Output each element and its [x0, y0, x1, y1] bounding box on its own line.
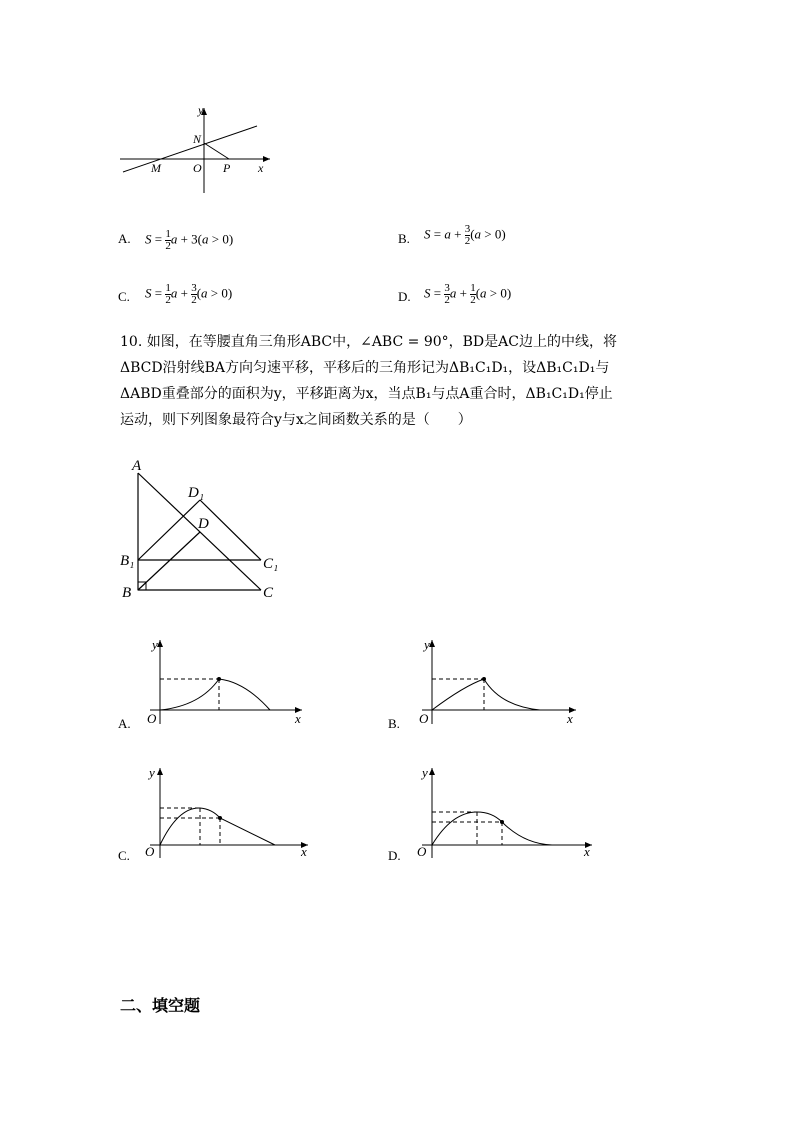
curve	[432, 679, 540, 710]
label-a: A	[132, 458, 142, 474]
option-label: A.	[118, 231, 131, 246]
label-o: O	[145, 844, 155, 859]
median-bd	[138, 532, 200, 590]
q10-line-3: ΔABD重叠部分的面积为y，平移距离为x，当点B₁与点A重合时，ΔB₁C₁D₁停止	[120, 386, 613, 402]
label-n: N	[193, 132, 202, 146]
label-m: M	[151, 161, 161, 175]
label-y: y	[424, 637, 430, 652]
label-d1: D₁	[188, 485, 205, 501]
q10-line-1: 10. 如图，在等腰直角三角形ABC中，∠ABC = 90°，BD是AC边上的中线，将	[120, 334, 617, 350]
label-o: O	[417, 844, 427, 859]
side-d1c1	[200, 500, 261, 560]
curve	[432, 812, 552, 845]
graph-option-c	[140, 762, 315, 862]
graph-option-d	[412, 762, 597, 862]
label-d: D	[198, 516, 209, 532]
option-label: B.	[398, 231, 410, 246]
q9-formula-a: S = $\frac{1}{2}$ a + 3(a > 0)	[145, 228, 234, 252]
label-p: P	[223, 161, 231, 175]
label-y: y	[422, 765, 428, 780]
q10-option-b[interactable]: B.	[388, 716, 400, 731]
label-c1: C₁	[263, 556, 279, 572]
peak-point	[482, 677, 486, 681]
curve	[160, 808, 275, 845]
graph-option-b	[412, 634, 582, 729]
option-label: C.	[118, 289, 130, 304]
q10-option-d[interactable]: D.	[388, 848, 401, 863]
q10-line-4: 运动，则下列图象最符合y与x之间函数关系的是（ ）	[120, 412, 472, 428]
label-b1: B₁	[120, 553, 135, 569]
label-x: x	[258, 161, 264, 175]
label-o: O	[147, 711, 157, 726]
label-x: x	[295, 711, 301, 726]
label-y: y	[152, 637, 158, 652]
figure-mnop	[115, 100, 285, 200]
side-b1d1	[138, 500, 200, 560]
label-y: y	[198, 103, 204, 117]
q10-option-c[interactable]: C.	[118, 848, 130, 863]
label-o: O	[419, 711, 429, 726]
label-x: x	[567, 711, 573, 726]
q9-option-d[interactable]	[398, 286, 411, 305]
label-x: x	[301, 844, 307, 859]
peak-point	[217, 677, 221, 681]
q10-option-a[interactable]: A.	[118, 716, 131, 731]
section-title: 二、填空题	[120, 996, 201, 1015]
line-mn	[123, 126, 257, 172]
q9-formula-c: S = $\frac{1}{2}$ a + $\frac{3}{2}$ (a > 0)	[145, 282, 233, 306]
figure-triangle-abc	[118, 455, 288, 605]
label-o: O	[193, 161, 202, 175]
turn-point	[218, 816, 222, 820]
turn-point	[500, 820, 504, 824]
q9-option-a[interactable]	[118, 228, 131, 247]
q9-option-b[interactable]	[398, 228, 410, 247]
q9-option-c[interactable]	[118, 286, 130, 305]
label-y: y	[149, 765, 155, 780]
graph-option-a	[140, 634, 310, 729]
label-b: B	[122, 585, 132, 601]
q9-formula-b: S = a + $\frac{3}{2}$ (a > 0)	[424, 223, 506, 247]
curve	[160, 679, 270, 710]
q9-formula-d: S = $\frac{3}{2}$ a + $\frac{1}{2}$ (a > 0)	[424, 282, 512, 306]
segment-np	[204, 143, 229, 159]
label-x: x	[584, 844, 590, 859]
label-c: C	[263, 585, 274, 601]
q10-line-2: ΔBCD沿射线BA方向匀速平移，平移后的三角形记为ΔB₁C₁D₁，设ΔB₁C₁D₁与	[120, 360, 610, 376]
option-label: D.	[398, 289, 411, 304]
